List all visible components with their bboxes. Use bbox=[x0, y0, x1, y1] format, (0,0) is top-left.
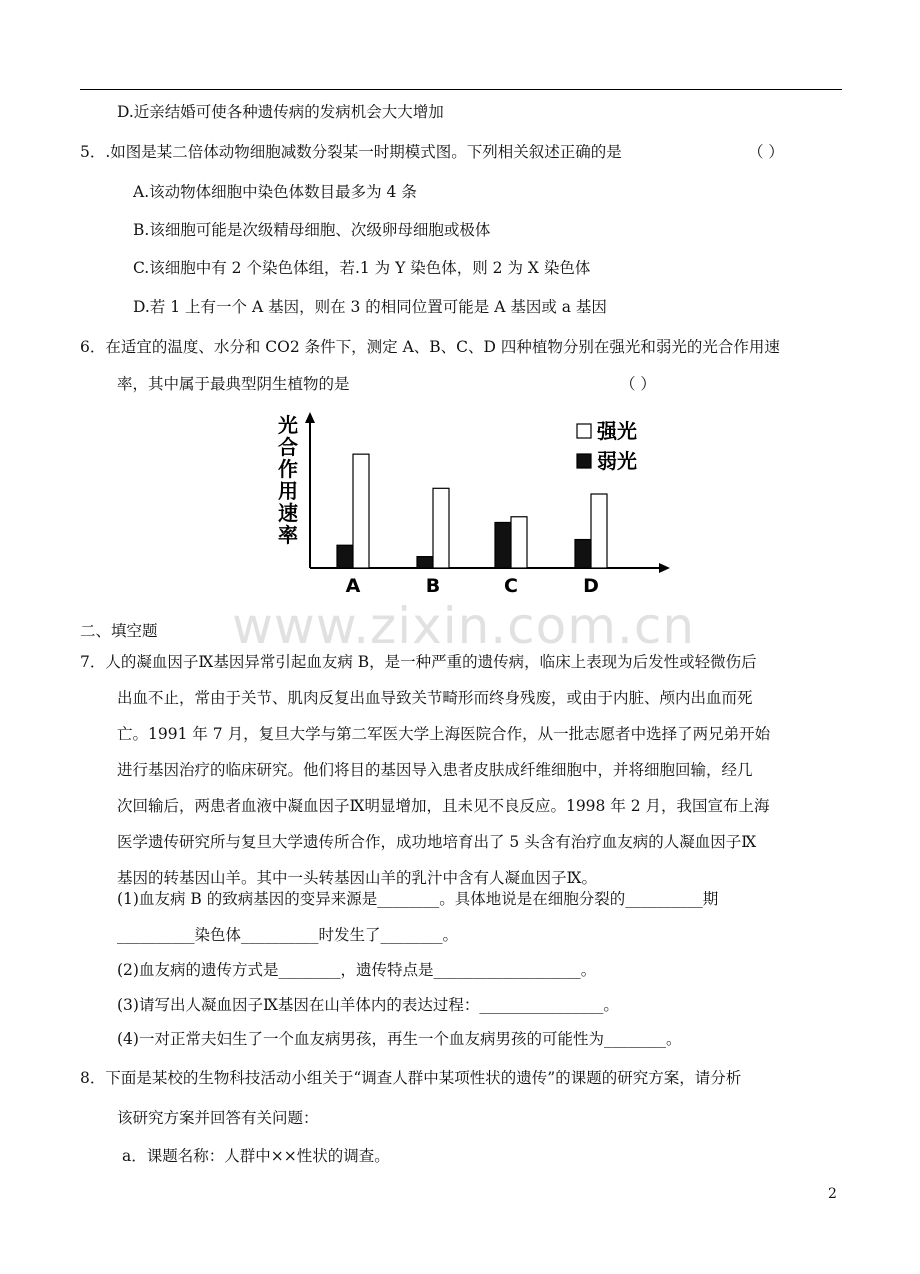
q7-para-line2: 出血不止，常由于关节、肌肉反复出血导致关节畸形而终身残废，或由于内脏、颅内出血而死 bbox=[117, 689, 753, 707]
section-title-fill-blank: 二、填空题 bbox=[80, 622, 158, 640]
legend-label: 强光 bbox=[597, 419, 637, 443]
y-axis-title-char: 速 bbox=[278, 501, 298, 525]
bar-A-strong bbox=[353, 454, 369, 568]
q7-sub3: (3)请写出人凝血因子Ⅸ基因在山羊体内的表达过程：________________。 bbox=[117, 996, 619, 1014]
x-tick-label: D bbox=[583, 575, 599, 597]
y-axis-title bbox=[278, 413, 298, 547]
bar-B-weak bbox=[417, 557, 433, 568]
y-axis-title-char: 率 bbox=[278, 523, 298, 547]
q5-stem: 5．.如图是某二倍体动物细胞减数分裂某一时期模式图。下列相关叙述正确的是 bbox=[80, 143, 622, 161]
q8-stem-line2: 该研究方案并回答有关问题： bbox=[117, 1109, 319, 1127]
photosynthesis-bar-chart bbox=[270, 410, 690, 600]
bar-C-strong bbox=[511, 517, 527, 568]
x-tick-label: B bbox=[425, 575, 441, 597]
q6-answer-paren: （ ） bbox=[620, 375, 656, 393]
q5-option-b: B.该细胞可能是次级精母细胞、次级卵母细胞或极体 bbox=[133, 221, 491, 239]
q4-option-d: D.近亲结婚可使各种遗传病的发病机会大大增加 bbox=[117, 103, 444, 121]
y-axis-arrow bbox=[305, 412, 315, 423]
q7-sub4: (4)一对正常夫妇生了一个血友病男孩，再生一个血友病男孩的可能性为________。 bbox=[117, 1030, 682, 1048]
legend-swatch bbox=[577, 454, 591, 468]
q8-item-a: a．课题名称：人群中××性状的调查。 bbox=[122, 1147, 390, 1165]
q7-sub1-line1: (1)血友病 B 的致病基因的变异来源是________。具体地说是在细胞分裂的__________期 bbox=[117, 890, 719, 908]
y-axis-title-char: 光 bbox=[278, 413, 298, 437]
x-tick-label: C bbox=[504, 575, 518, 597]
x-axis-arrow bbox=[659, 563, 670, 573]
y-axis-title-char: 合 bbox=[278, 435, 298, 459]
q7-para-line7: 基因的转基因山羊。其中一头转基因山羊的乳汁中含有人凝血因子Ⅸ。 bbox=[117, 869, 597, 887]
q5-option-a: A.该动物体细胞中染色体数目最多为 4 条 bbox=[133, 183, 417, 201]
bar-B-strong bbox=[433, 488, 449, 568]
bar-A-weak bbox=[337, 545, 353, 568]
q7-para-line5: 次回输后，两患者血液中凝血因子Ⅸ明显增加，且未见不良反应。1998 年 2 月，我国宣布上海 bbox=[117, 797, 770, 815]
legend-label: 弱光 bbox=[597, 449, 637, 473]
header-rule bbox=[80, 89, 842, 90]
q7-para-line3: 亡。1991 年 7 月，复旦大学与第二军医大学上海医院合作，从一批志愿者中选择了两兄弟开始 bbox=[117, 725, 771, 743]
y-axis-title-char: 作 bbox=[278, 457, 298, 481]
bar-C-weak bbox=[495, 522, 511, 568]
y-axis-title-char: 用 bbox=[278, 479, 298, 503]
q7-para-line4: 进行基因治疗的临床研究。他们将目的基因导入患者皮肤成纤维细胞中，并将细胞回输，经几 bbox=[117, 761, 753, 779]
q6-stem-line1: 6．在适宜的温度、水分和 CO2 条件下，测定 A、B、C、D 四种植物分别在强光和弱光的光合作用速 bbox=[80, 338, 780, 356]
q5-answer-paren: （ ） bbox=[748, 143, 784, 161]
q5-option-c: C.该细胞中有 2 个染色体组，若.1 为 Y 染色体，则 2 为 X 染色体 bbox=[133, 259, 591, 277]
q8-stem-line1: 8．下面是某校的生物科技活动小组关于“调查人群中某项性状的遗传”的课题的研究方案，请分析 bbox=[80, 1069, 742, 1087]
page-number: 2 bbox=[828, 1186, 837, 1202]
q7-para-line1: 7．人的凝血因子Ⅸ基因异常引起血友病 B，是一种严重的遗传病，临床上表现为后发性或轻微伤后 bbox=[80, 653, 757, 671]
q7-sub1-line2: __________染色体__________时发生了________。 bbox=[117, 926, 459, 944]
q5-option-d: D.若 1 上有一个 A 基因，则在 3 的相同位置可能是 A 基因或 a 基因 bbox=[133, 298, 607, 316]
bar-D-strong bbox=[591, 494, 607, 568]
bar-D-weak bbox=[575, 540, 591, 568]
q6-stem-line2: 率，其中属于最典型阴生植物的是 bbox=[117, 375, 350, 393]
watermark: www.zixin.com.cn bbox=[232, 597, 696, 655]
q7-para-line6: 医学遗传研究所与复旦大学遗传所合作，成功地培育出了 5 头含有治疗血友病的人凝血因子Ⅸ bbox=[117, 833, 757, 851]
legend-swatch bbox=[577, 424, 591, 438]
x-tick-label: A bbox=[345, 575, 361, 597]
q7-sub2: (2)血友病的遗传方式是________，遗传特点是___________________。 bbox=[117, 961, 597, 979]
